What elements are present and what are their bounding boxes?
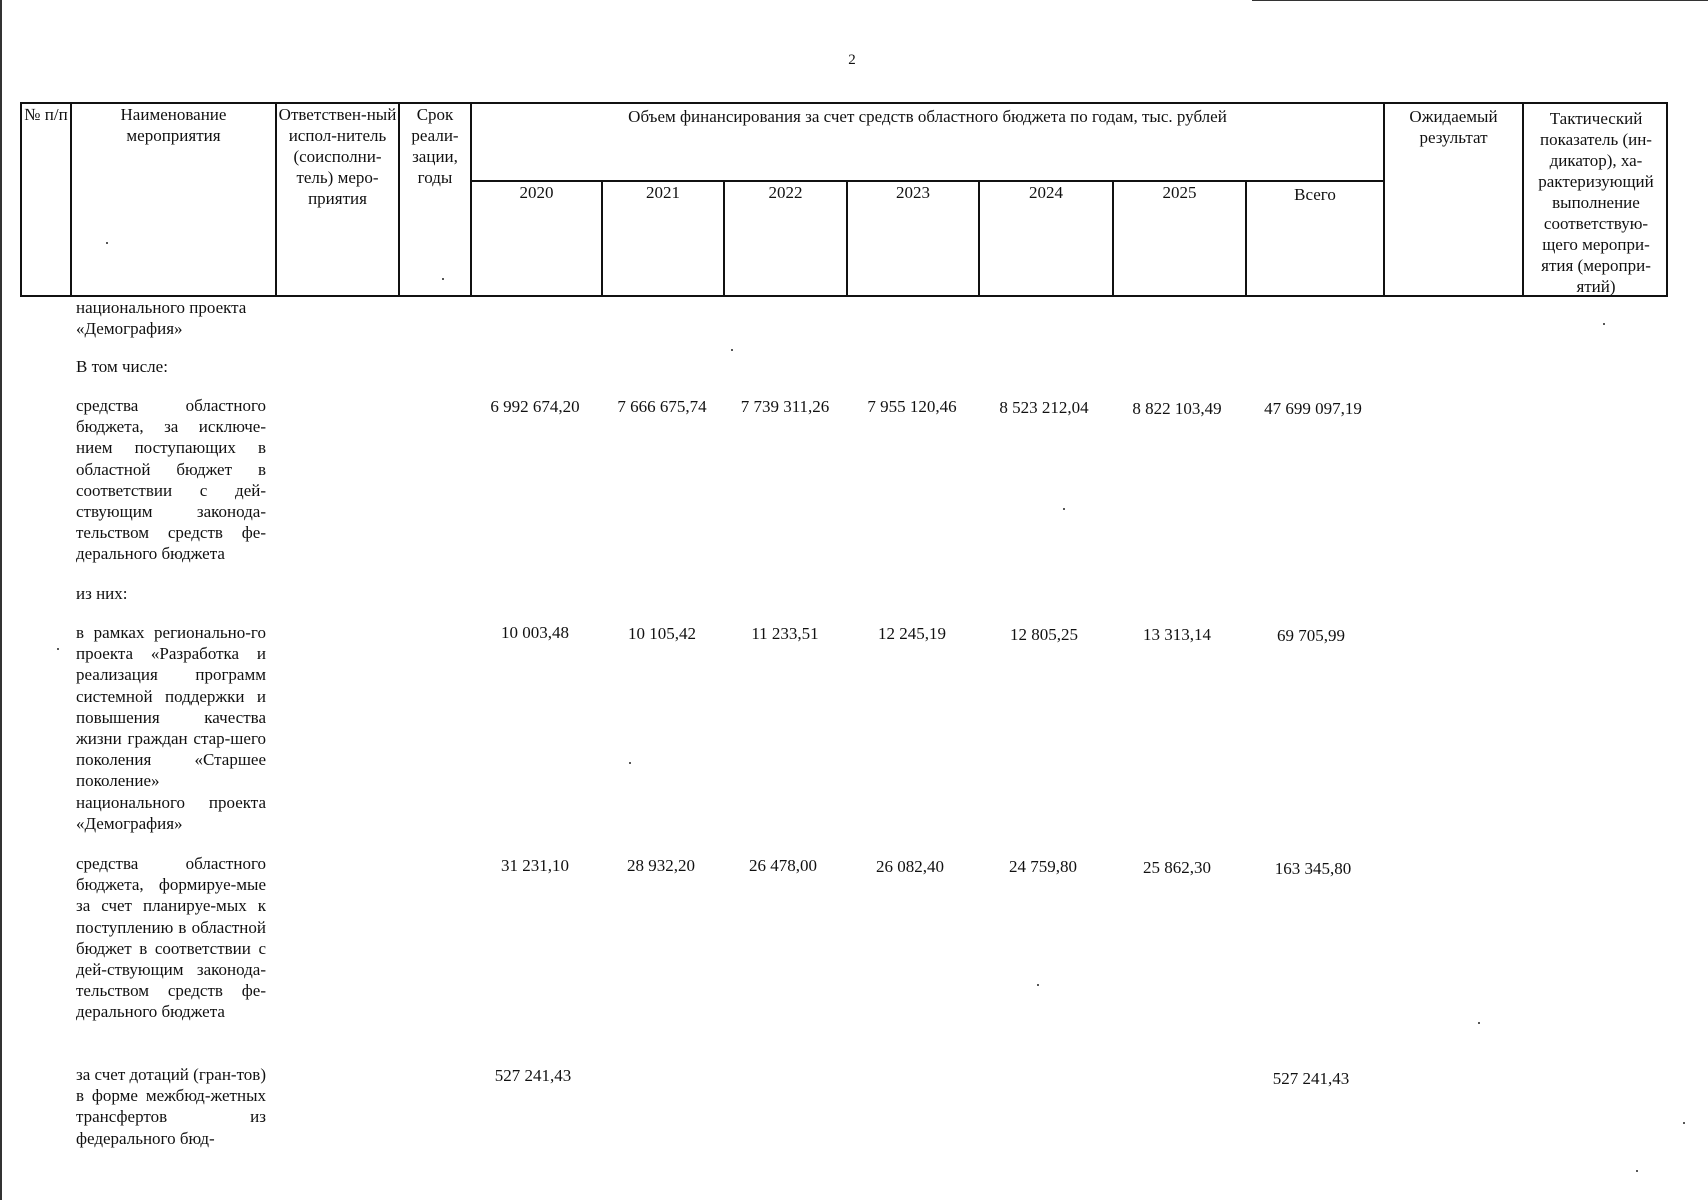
header-year-2020: 2020 xyxy=(519,183,554,202)
row-6-value-total: 527 241,43 xyxy=(1272,1069,1350,1088)
row-1-text: В том числе: xyxy=(76,357,168,376)
scan-speck xyxy=(1636,1170,1638,1172)
row-5-value-2021: 28 932,20 xyxy=(627,856,695,875)
row-2-value-2025: 8 822 103,49 xyxy=(1132,399,1222,418)
row-2-value-total: 47 699 097,19 xyxy=(1264,399,1362,418)
scan-speck xyxy=(1063,508,1065,510)
row-4-value-2024: 12 805,25 xyxy=(1010,625,1078,644)
row-5-value-2023: 26 082,40 xyxy=(876,857,944,876)
row-2-value-2023: 7 955 120,46 xyxy=(867,397,957,416)
row-2-value-2021: 7 666 675,74 xyxy=(617,397,707,416)
row-0-text: национального проекта «Демография» xyxy=(76,298,247,339)
header-year-2022: 2022 xyxy=(768,183,803,202)
header-indicator: Тактический показатель (ин-дикатор), ха-рактеризующий выполнение соответствую-щего меропри-ятия (меропри-ятий) xyxy=(1538,109,1654,296)
scan-speck xyxy=(1683,1122,1685,1124)
row-4-value-2022: 11 233,51 xyxy=(751,624,819,643)
row-6-value-2020: 527 241,43 xyxy=(494,1066,572,1085)
row-2-value-2020: 6 992 674,20 xyxy=(490,397,580,416)
row-5-value-total: 163 345,80 xyxy=(1274,859,1352,878)
scan-left-edge xyxy=(0,0,2,1200)
row-4-value-2023: 12 245,19 xyxy=(878,624,946,643)
scan-speck xyxy=(106,242,108,244)
col-line-13 xyxy=(1666,102,1668,296)
row-4-value-total: 69 705,99 xyxy=(1277,626,1345,645)
row-4-value-2025: 13 313,14 xyxy=(1143,625,1211,644)
header-number: № п/п xyxy=(24,105,68,124)
header-result: Ожидаемый результат xyxy=(1409,107,1498,147)
header-executor: Ответствен-ный испол-нитель (соисполни-тель) меро-приятия xyxy=(278,105,397,208)
row-5-text: средства областного бюджета, формируе-мые за счет планируе-мых к поступлению в областной бюджет в соответствии с дей-ствующим законода-тельством средств фе-дерального бюджета xyxy=(76,854,266,1022)
row-2-value-2024: 8 523 212,04 xyxy=(999,398,1089,417)
row-6-text: за счет дотаций (гран-тов) в форме межбюд-жетных трансфертов из федерального бюд- xyxy=(76,1065,266,1148)
scan-speck xyxy=(731,349,733,351)
scan-top-edge xyxy=(1252,0,1708,1)
col-line-12 xyxy=(1522,102,1524,296)
header-period: Срок реали-зации, годы xyxy=(411,105,459,187)
page-number: 2 xyxy=(848,52,856,68)
header-funding: Объем финансирования за счет средств областного бюджета по годам, тыс. рублей xyxy=(628,107,1227,126)
col-line-0 xyxy=(20,102,22,296)
row-5-value-2025: 25 862,30 xyxy=(1143,858,1211,877)
header-year-2025: 2025 xyxy=(1162,183,1197,202)
header-bottom-border xyxy=(20,295,1668,297)
row-4-value-2020: 10 003,48 xyxy=(501,623,569,642)
row-4-text: в рамках регионально-го проекта «Разработка и реализация программ системной поддержки и повышения качества жизни граждан стар-шего поколения «Старшее поколение» национального проекта «Демография» xyxy=(76,623,266,833)
scan-speck xyxy=(1603,323,1605,325)
header-name: Наименование мероприятия xyxy=(120,105,227,145)
header-year-2023: 2023 xyxy=(896,183,930,202)
row-5-value-2024: 24 759,80 xyxy=(1009,857,1077,876)
row-3-text: из них: xyxy=(76,584,128,603)
header-total: Всего xyxy=(1294,185,1336,204)
header-year-2024: 2024 xyxy=(1029,183,1063,202)
scan-speck xyxy=(442,278,444,280)
row-2-text: средства областного бюджета, за исключе-нием поступающих в областной бюджет в соответствии с дей-ствующим законода-тельством средств фе-дерального бюджета xyxy=(76,396,266,564)
row-2-value-2022: 7 739 311,26 xyxy=(740,397,830,416)
scan-speck xyxy=(1478,1022,1480,1024)
scan-speck xyxy=(57,648,59,650)
scan-speck xyxy=(629,762,631,764)
scan-speck xyxy=(1037,984,1039,986)
row-4-value-2021: 10 105,42 xyxy=(628,624,696,643)
row-5-value-2020: 31 231,10 xyxy=(501,856,569,875)
row-5-value-2022: 26 478,00 xyxy=(749,856,817,875)
header-year-2021: 2021 xyxy=(646,183,680,202)
